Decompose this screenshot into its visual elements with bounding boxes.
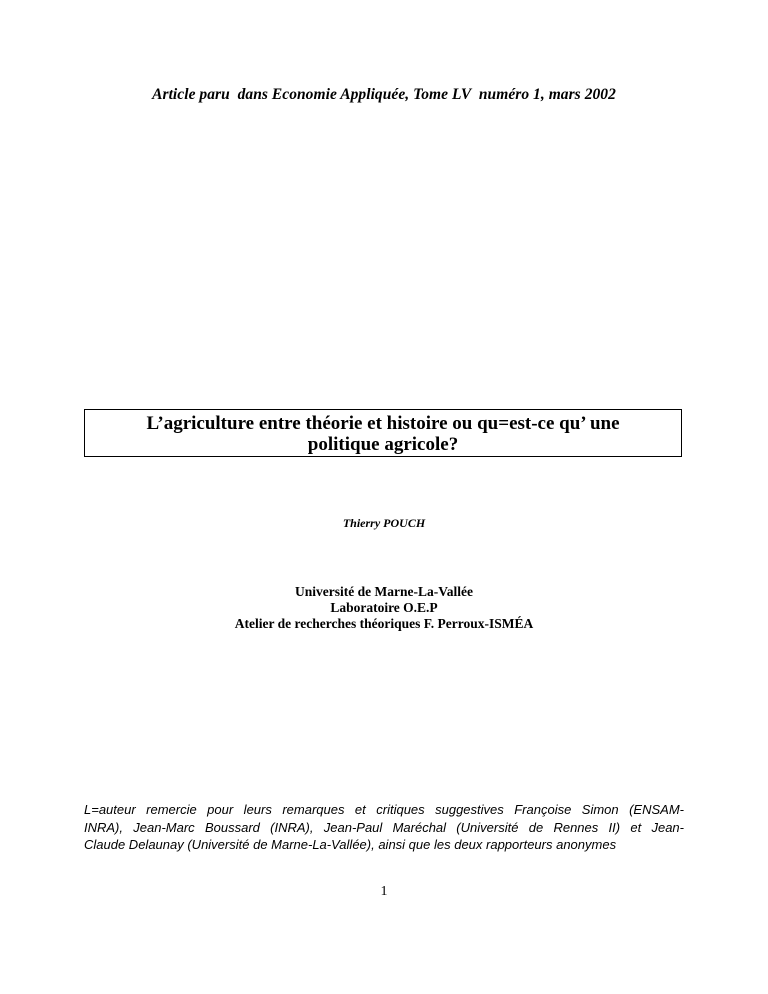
affiliation-university: Université de Marne-La-Vallée xyxy=(295,584,473,599)
article-title-box xyxy=(84,409,682,457)
author-affiliations xyxy=(0,584,768,632)
acknowledgement-line-3: Claude Delaunay (Université de Marne-La-Vallée), ainsi que les deux rapporteurs anonymes xyxy=(84,837,617,852)
author-name: Thierry POUCH xyxy=(342,516,426,530)
article-title-line-1: L’agriculture entre théorie et histoire ou qu=est-ce qu’ une xyxy=(146,413,620,434)
page-number: 1 xyxy=(380,884,388,899)
publication-note: Article paru dans Economie Appliquée, Tome LV numéro 1, mars 2002 xyxy=(152,86,616,103)
affiliation-workshop: Atelier de recherches théoriques F. Perroux-ISMÉA xyxy=(234,616,534,631)
acknowledgement-note xyxy=(84,801,684,854)
affiliation-laboratory: Laboratoire O.E.P xyxy=(330,600,438,615)
acknowledgement-line-1: L=auteur remercie pour leurs remarques et critiques suggestives Françoise Simon (ENSAM- xyxy=(84,802,684,817)
article-title-line-2: politique agricole? xyxy=(307,434,459,455)
acknowledgement-line-2: INRA), Jean-Marc Boussard (INRA), Jean-Paul Maréchal (Université de Rennes II) et Jean- xyxy=(84,819,684,835)
